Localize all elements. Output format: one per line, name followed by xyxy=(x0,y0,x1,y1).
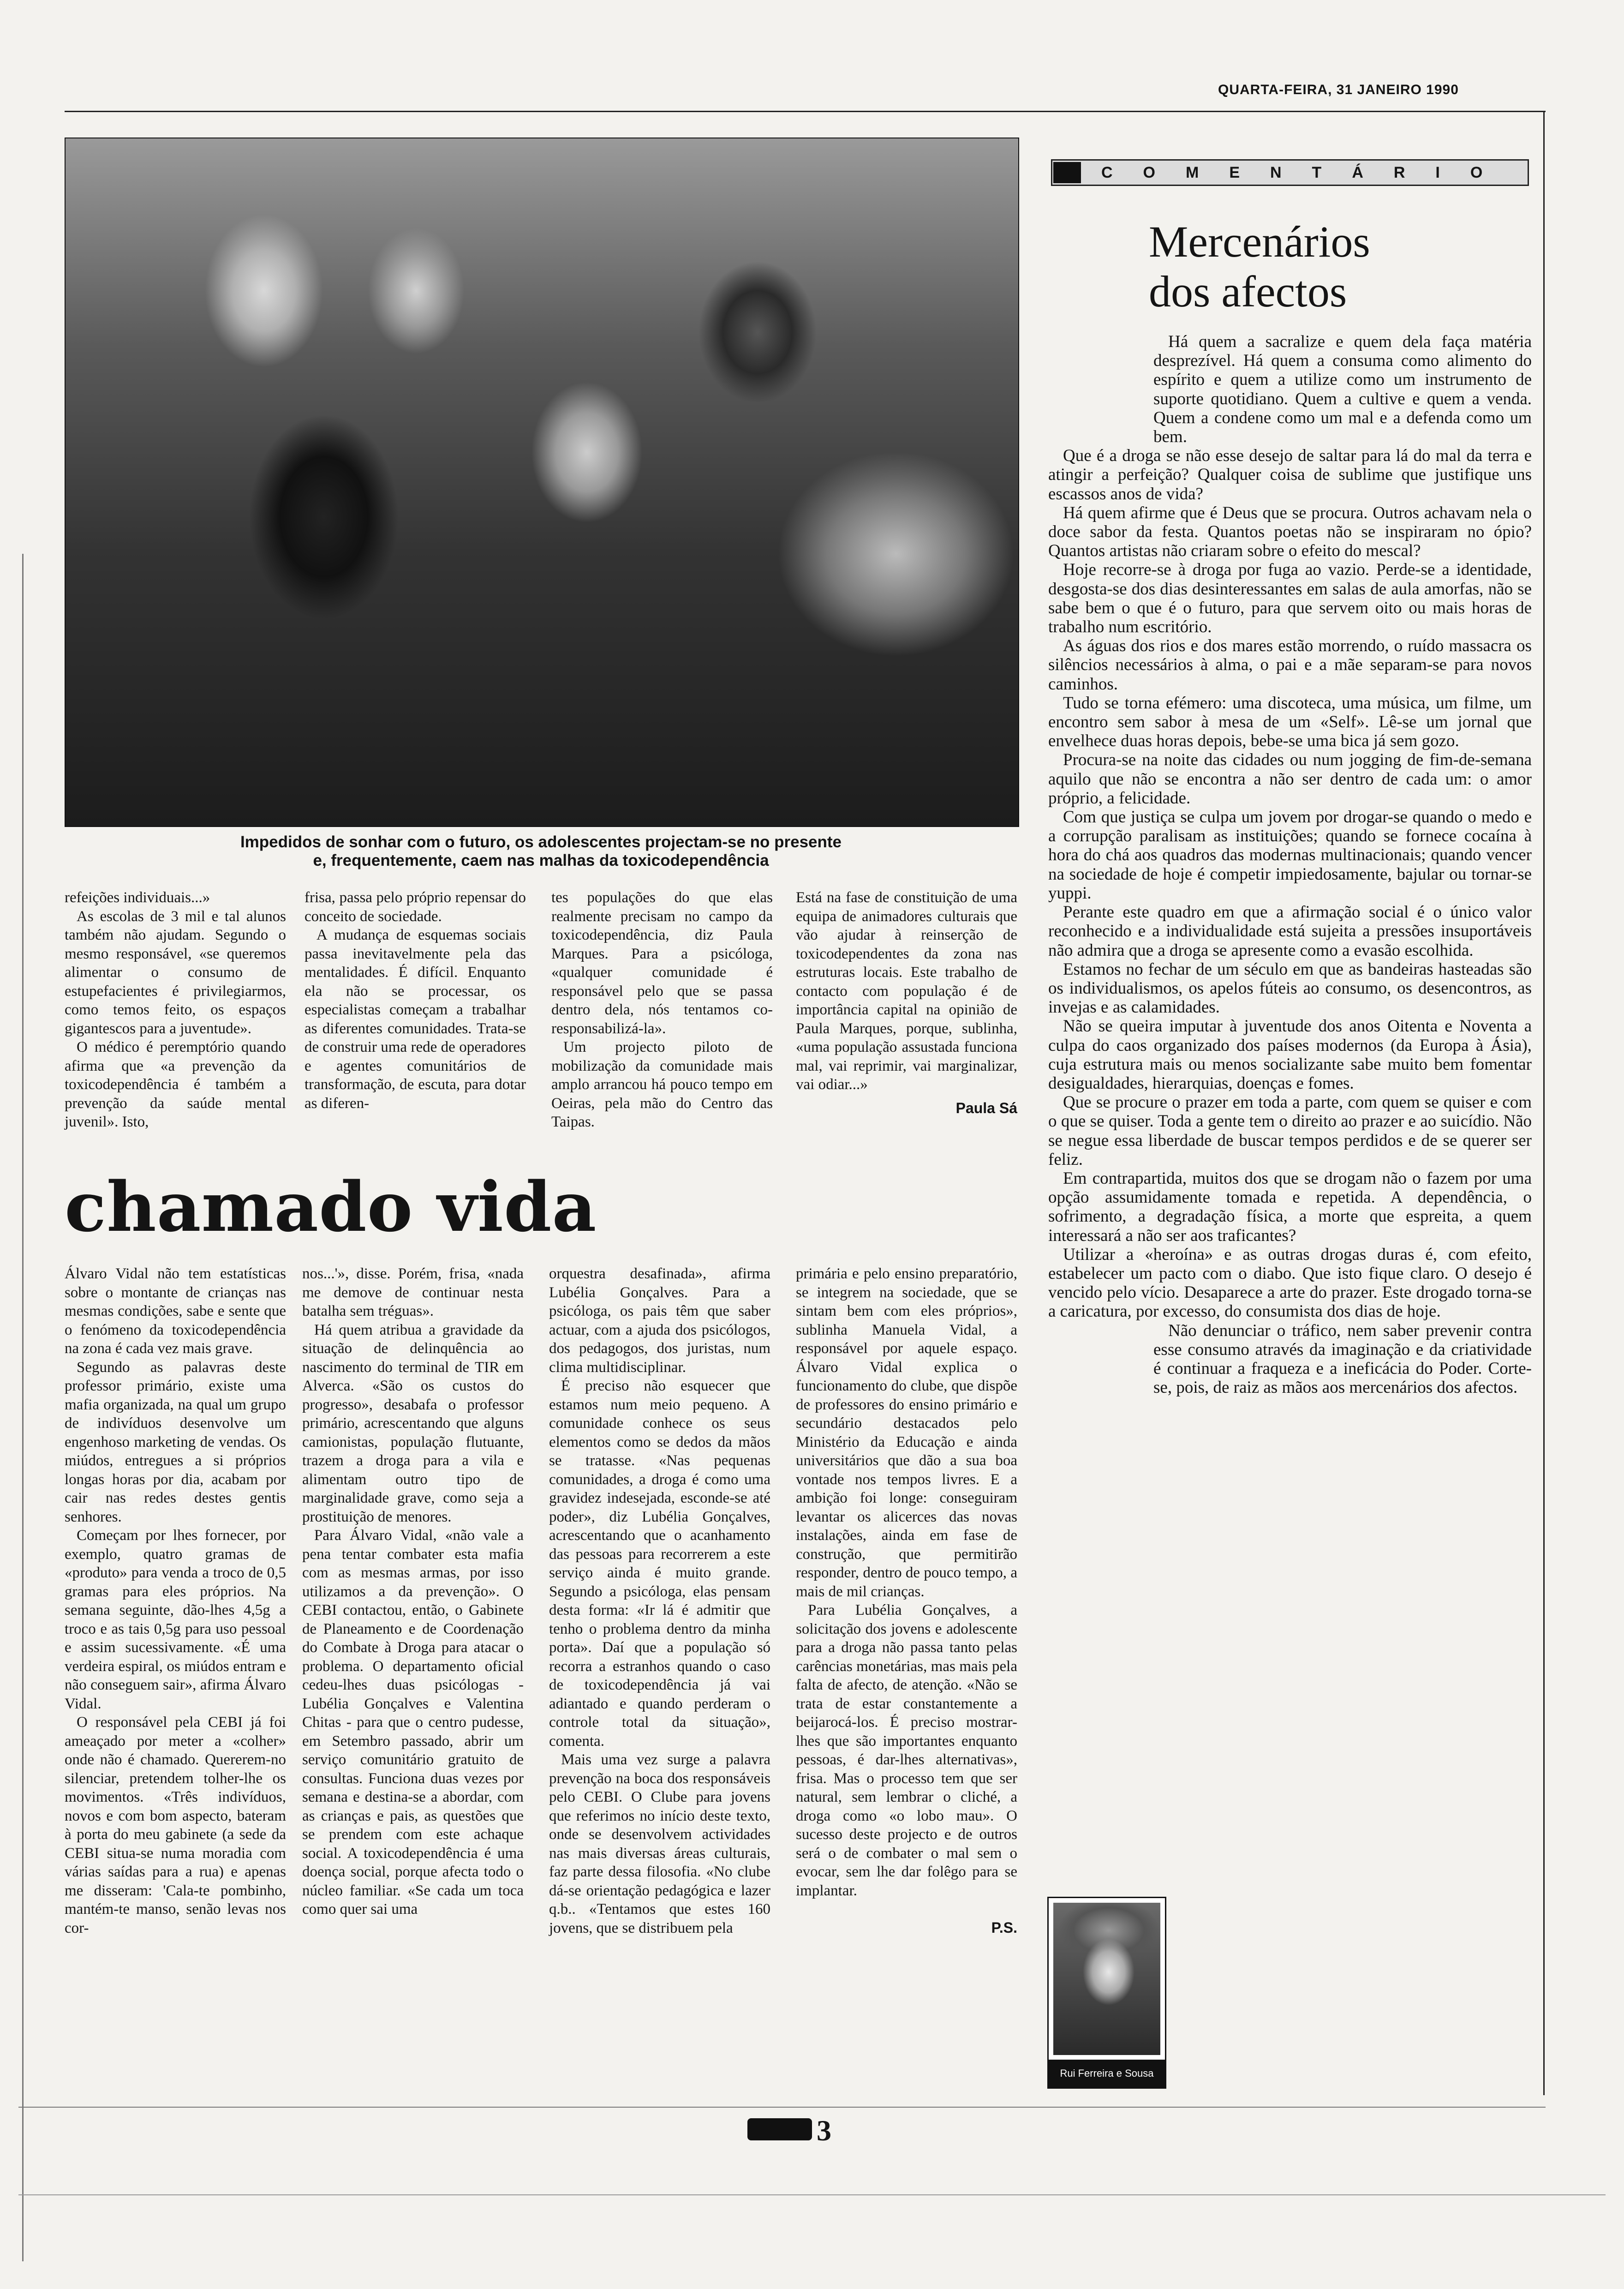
article-column xyxy=(796,1264,1017,1937)
comment-paragraph: Há quem a sacralize e quem dela faça matéria desprezível. Há quem a consuma como alimento do espírito e quem a utilize como um instrumento de suporte quotidiano. Quem a cultive e quem a venda. Quem a condene como um mal e a defenda como um bem. xyxy=(1153,332,1532,447)
comment-paragraph: Estamos no fechar de um século em que as bandeiras hasteadas são os individualismos, os apelos fúteis ao consumo, os desencontros, as invejas e as calamidades. xyxy=(1048,959,1532,1017)
comment-paragraph: Que se procure o prazer em toda a parte, com quem se quiser e com o que se quiser. Toda a gente tem o direito ao prazer e ao suicídio. Não se negue essa liberdade de buscar tempos perdidos e de se querer ser feliz. xyxy=(1048,1093,1532,1169)
comment-paragraph: Utilizar a «heroína» e as outras drogas duras é, com efeito, estabelecer um pacto com o diabo. Que isto fique claro. O desejo é vencido pelo vício. Desaparece a arte do prazer. Este drogado torna-se a caricatura, por excesso, do consumista dos dias de hoje. xyxy=(1048,1245,1532,1321)
photo-caption-line: e, frequentemente, caem nas malhas da toxicodependência xyxy=(313,851,769,869)
article-paragraph: É preciso não esquecer que estamos num meio pequeno. A comunidade conhece os seus elementos como se dedos da mãos se tratasse. «Nas pequenas comunidades, a droga é como uma gravidez indesejada, esconde-se até poder», diz Lubélia Gonçalves, acrescentando que o acanhamento das pessoas para recorrerem a este serviço ainda é muito grande. Segundo a psicóloga, elas pensam desta forma: «Ir lá é admitir que tenho o problema dentro da minha porta». Daí que a população só recorra a estranhos quando o caso de toxicodependência já vai adiantado e quando perderam o controle total da situação», comenta. xyxy=(549,1378,770,1750)
article-paragraph: Mais uma vez surge a palavra prevenção na boca dos responsáveis pelo CEBI. O Clube para jovens que referimos no início deste texto, onde se desenvolvem actividades nas mais diversas áreas culturais, faz parte dessa filosofia. «No clube dá-se orientação pedagógica e lazer q.b.. «Tentamos que estes 160 jovens, que se distribuem pela xyxy=(549,1751,770,1936)
comment-paragraph: Hoje recorre-se à droga por fuga ao vazio. Perde-se a identidade, desgosta-se dos dias desinteressantes em salas de aula amorfas, não se sabe bem o que é o futuro, para que servem oito ou mais horas de trabalho num escritório. xyxy=(1048,560,1532,637)
article-paragraph: Há quem atribua a gravidade da situação de delinquência ao nascimento do terminal de TIR em Alverca. «São os custos do progresso», desabafa o professor primário, acrescentando que alguns camionistas, população flutuante, trazem a droga para a vila e alimentam outro tipo de marginalidade grave, como seja a prostituição de menores. xyxy=(302,1321,524,1525)
author-portrait xyxy=(1047,1897,1166,2089)
article-paragraph: orquestra desafinada», afirma Lubélia Gonçalves. Para a psicóloga, os pais têm que saber actuar, com a ajuda dos psicólogos, dos pedagogos, dos juristas, num clima multidisciplinar. xyxy=(549,1265,770,1376)
comment-title-line: Mercenários xyxy=(1149,217,1370,266)
article-paragraph: refeições individuais...» xyxy=(65,889,210,906)
comment-paragraph: Perante este quadro em que a afirmação social é o único valor reconhecido e a individualidade está sujeita a pressões insuportáveis não admira que a droga se apresente como a evasão escolhida. xyxy=(1048,903,1532,960)
article-column xyxy=(302,1264,524,1919)
issue-date: QUARTA-FEIRA, 31 JANEIRO 1990 xyxy=(1218,82,1459,97)
article-paragraph: tes populações do que elas realmente precisam no campo da toxicodependência, diz Paula Marques. Para a psicóloga, «qualquer comunidade é responsável pelo que se passa dentro dela, nós tentamos co-responsabilizá-la». xyxy=(551,889,773,1037)
article-column xyxy=(65,1264,286,1937)
article-paragraph: Está na fase de constituição de uma equipa de animadores culturais que vão ajudar à reinserção de toxicodependentes da zona nas estruturas locais. Este trabalho de contacto com população é de importância capital na opinião de Paula Marques, porque, sublinha, «uma população assustada funciona mal, vai reprimir, vai marginalizar, vai odiar...» xyxy=(796,889,1017,1093)
adolescents-photo xyxy=(65,138,1019,827)
comment-paragraph: Há quem afirme que é Deus que se procura. Outros achavam nela o doce sabor da festa. Quantos poetas não se inspiraram no ópio? Quantos artistas não criaram sobre o efeito do mescal? xyxy=(1048,503,1532,561)
comment-paragraph: Procura-se na noite das cidades ou num jogging de fim-de-semana aquilo que não se encontra a não ser dentro de cada um: o amor próprio, a felicidade. xyxy=(1048,750,1532,808)
page-edge-rule xyxy=(18,2194,1606,2195)
article-paragraph: Álvaro Vidal não tem estatísticas sobre o montante de crianças nas mesmas condições, sabe e sente que o fenómeno da toxicodependência na zona é cada vez mais grave. xyxy=(65,1265,286,1357)
frame-top-rule xyxy=(65,111,1546,112)
article-paragraph: primária e pelo ensino preparatório, se integrem na sociedade, que se sintam bem com eles próprios», sublinha Manuela Vidal, a responsável por aquele espaço. Álvaro Vidal explica o funcionamento do clube, que dispõe de professores do ensino primário e secundário destacados pelo Ministério da Educação e ainda universitários que dão a sua boa vontade nos tempos livres. E a ambição foi longe: conseguiram levantar os alicerces das novas instalações, ainda em fase de construção, que permitirão responder, dentro de pouco tempo, a mais de mil crianças. xyxy=(796,1265,1017,1600)
article-paragraph: Um projecto piloto de mobilização da comunidade mais amplo arrancou há pouco tempo em Oeiras, pela mão do Centro das Taipas. xyxy=(551,1039,773,1130)
comment-title xyxy=(1149,217,1370,317)
article-paragraph: As escolas de 3 mil e tal alunos também não ajudam. Segundo o mesmo responsável, «se queremos alimentar o consumo de estupefacientes é privilegiarmos, como temos feito, os espaços gigantescos para a juventude». xyxy=(65,908,286,1037)
article-paragraph: Segundo as palavras deste professor primário, existe uma mafia organizada, na qual um grupo de indivíduos desenvolve um engenhoso marketing de vendas. Os miúdos, entregues a si próprios longas horas por dia, acabam por cair nas redes destes gentis senhores. xyxy=(65,1359,286,1525)
comentario-kicker xyxy=(1051,159,1529,186)
comment-paragraph: Tudo se torna efémero: uma discoteca, uma música, um filme, um encontro sem sabor à mesa de um «Self». Lê-se um jornal que envelhece duas horas depois, bebe-se uma bica já sem gozo. xyxy=(1048,693,1532,751)
kicker-label: COMENTÁRIO xyxy=(1101,163,1513,181)
author-signature: Paula Sá xyxy=(955,1099,1017,1116)
article-headline: chamado vida xyxy=(65,1167,597,1247)
bottom-rule xyxy=(18,2107,1546,2108)
article-column xyxy=(65,888,286,1132)
frame-right-rule xyxy=(1543,111,1545,2095)
article-paragraph: nos...'», disse. Porém, frisa, «nada me demove de continuar nesta batalha sem tréguas». xyxy=(302,1265,524,1319)
author-caption: Rui Ferreira e Sousa xyxy=(1049,2060,1165,2087)
article-column xyxy=(796,888,1017,1117)
frame-left-rule xyxy=(22,554,24,2261)
comment-body xyxy=(1048,332,1532,1397)
article-paragraph: Para Lubélia Gonçalves, a solicitação dos jovens e adolescente para a droga não passa tanto pelas carências monetárias, mas mais pela falta de afecto, de atenção. «Não se trata de estar constantemente a beijarocá-los. É preciso mostrar-lhes que são importantes enquanto pessoas, é dar-lhes alternativas», frisa. Mas o processo tem que ser natural, sem lembrar o cliché, a droga como «o lobo mau». O sucesso deste projecto e de outros será o de combater o mal sem o evocar, sem lhe dar folêgo para se implantar. xyxy=(796,1602,1017,1899)
kicker-square-icon xyxy=(1053,162,1081,183)
article-column xyxy=(551,888,773,1132)
comment-paragraph: Não se queira imputar à juventude dos anos Oitenta e Noventa a culpa do caos organizado dos países modernos (da Europa à Ásia), cuja estrutura mais ou menos socializante sabe muito bem fomentar desigualdades, hierarquias, doenças e fomes. xyxy=(1048,1017,1532,1093)
article-paragraph: frisa, passa pelo próprio repensar do conceito de sociedade. xyxy=(304,889,526,925)
comment-paragraph: Não denunciar o tráfico, nem saber prevenir contra esse consumo através da imaginação e da criatividade é continuar a fraqueza e a ineficácia do Poder. Corte-se, pois, de raiz as mãos aos mercenários dos afectos. xyxy=(1153,1321,1532,1397)
author-photo xyxy=(1053,1903,1160,2055)
article-paragraph: O médico é peremptório quando afirma que «a prevenção da toxicodependência é também a prevenção da saúde mental juvenil». Isto, xyxy=(65,1039,286,1130)
article-column xyxy=(549,1264,770,1937)
page-number: 3 xyxy=(817,2114,831,2147)
article-paragraph: Começam por lhes fornecer, por exemplo, quatro gramas de «produto» para venda a troco de 0,5 gramas para eles próprios. Na semana seguinte, dão-lhes 4,5g a troco e as tais 0,5g para uso pessoal e assim sucessivamente. «É uma verdeira espiral, os miúdos entram e não conseguem sair», afirma Álvaro Vidal. xyxy=(65,1527,286,1712)
comment-title-line: dos afectos xyxy=(1149,267,1347,316)
comment-paragraph: Em contrapartida, muitos dos que se drogam não o fazem por uma opção assumidamente tomada e repetida. A dependência, o sofrimento, a degradação física, a morte que espreita, a quem interessará a não ser aos traficantes? xyxy=(1048,1168,1532,1245)
photo-caption xyxy=(65,833,1017,870)
author-signature: P.S. xyxy=(991,1919,1017,1936)
article-column xyxy=(304,888,526,1113)
comment-paragraph: Com que justiça se culpa um jovem por drogar-se quando o medo e a corrupção paralisam as instituições; quando se fornece cocaína à hora do chá aos quadros das modernas multinacionais; quando vencer na sociedade de hoje é competir impiedosamente, bajular ou tornar-se yuppi. xyxy=(1048,808,1532,903)
photo-caption-line: Impedidos de sonhar com o futuro, os adolescentes projectam-se no presente xyxy=(240,833,842,851)
publication-logo-icon xyxy=(747,2118,812,2140)
article-paragraph: O responsável pela CEBI já foi ameaçado por meter a «colher» onde não é chamado. Quererem-no silenciar, pretendem tolher-lhe os movimentos. «Três indivíduos, novos e com bom aspecto, bateram à porta do meu gabinete (a sede da CEBI situa-se numa moradia com várias saídas para a rua) e apenas me disseram: 'Cala-te pombinho, mantém-te manso, senão levas nos cor- xyxy=(65,1714,286,1936)
article-paragraph: Para Álvaro Vidal, «não vale a pena tentar combater esta mafia com as mesmas armas, por isso utilizamos a da prevenção». O CEBI contactou, então, o Gabinete de Planeamento e de Coordenação do Combate à Droga para atacar o problema. O departamento oficial cedeu-lhes duas psicólogas - Lubélia Gonçalves e Valentina Chitas - para que o centro pudesse, em Setembro passado, abrir um serviço comunitário gratuito de consultas. Funciona duas vezes por semana e destina-se a abordar, com as crianças e pais, as questões que se prendem com este achaque social. A toxicodependência é uma doença social, porque afecta todo o núcleo familiar. «Se cada um toca como quer sai uma xyxy=(302,1527,524,1917)
article-paragraph: A mudança de esquemas sociais passa inevitavelmente pela das mentalidades. É difícil. Enquanto ela não se processar, os especialistas começam a trabalhar as diferentes comunidades. Trata-se de construir uma rede de operadores e agentes comunitários de transformação, de escuta, para dotar as diferen- xyxy=(304,927,526,1112)
comment-paragraph: Que é a droga se não esse desejo de saltar para lá do mal da terra e atingir a perfeição? Qualquer coisa de sublime que justifique uns escassos anos de vida? xyxy=(1048,446,1532,503)
comment-paragraph: As águas dos rios e dos mares estão morrendo, o ruído massacra os silêncios necessários à alma, o pai e a mãe separam-se para novos caminhos. xyxy=(1048,636,1532,694)
